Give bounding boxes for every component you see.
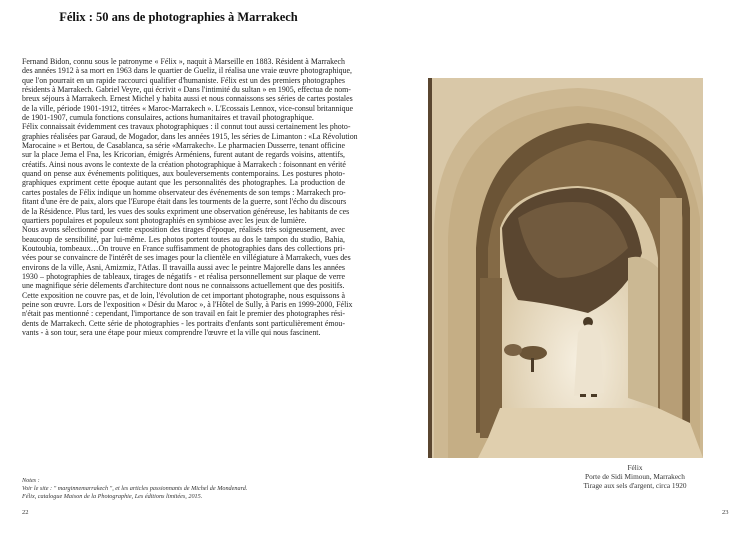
text-line: Marocaine » et Bertou, de Casablanca, sa série «Marrakech». Le pharmacien Dusserre, tenant officine [22, 141, 345, 151]
page-number-left: 22 [22, 509, 29, 516]
text-line: 1930 – photographies de tableaux, tirages de négatifs - et réalisa personnellement sur plaque de verre [22, 271, 345, 281]
text-line: de la ville, période 1901-1912, titrées « Maroc-Marrakech ». L'Ecossais Lennox, vice-consul britannique [22, 103, 353, 113]
page-title: Félix : 50 ans de photographies à Marrakech [59, 10, 298, 24]
text-line: des années 1912 à sa mort en 1963 dans le quartier de Gueliz, il réalisa une vraie œuvre photographique, [22, 66, 352, 76]
text-line: de la Résidence. Plus tard, les vues des souks expriment une observation généreuse, les habitants de ces [22, 206, 350, 216]
paragraph [22, 57, 353, 123]
article-body [22, 57, 358, 337]
text-line: fitant d'une ère de paix, alors que l'Europe était dans les tourments de la guerre, sont l'écho du discours [22, 197, 347, 207]
text-line: graphiques expriment cette époque autant que les personnalités des photographes. La production de [22, 178, 345, 188]
text-line: quand on pense aux événements politiques, aux bouleversements contemporains. Les postures photo- [22, 169, 345, 179]
paragraph [22, 225, 351, 291]
notes [22, 477, 247, 501]
text-line: résidents à Marrakech. Gabriel Veyre, qui écrivit « Dans l'intimité du sultan » en 1905, effectua de nom- [22, 85, 351, 95]
text-line: environs de la ville, Asni, Amizmiz, l'Atlas. Il travailla aussi avec le peintre Majorelle dans les années [22, 262, 345, 272]
text-line: peine son œuvre. Lors de l'exposition « Désir du Maroc », à l'Hôtel de Sully, à Paris en 1999-2000, Félix [22, 299, 353, 309]
paragraph [22, 290, 353, 338]
notes-heading: Notes : [22, 477, 40, 484]
text-line: dents de Marrakech. Cette série de photographies - les portraits d'enfants sont particulièrement émou- [22, 318, 345, 328]
text-line: breux séjours à Marrakech. Ernest Michel y habita aussi et nous connaissons ses séries de cartes postales [22, 94, 353, 104]
text-line: n'était pas mentionné : cependant, l'importance de son travail en fait le premier des photographes rési- [22, 309, 345, 319]
text-line: de 1901-1907, cumula fonctions consulaires, actions humanitaires et travail photographique. [22, 113, 314, 123]
notes-line: Voir le site : " marginnemarrakech ", et les articles passionnants de Michel de Mondenard. [22, 485, 248, 492]
caption-technique: Tirage aux sels d'argent, circa 1920 [583, 481, 687, 490]
text-line: cartes postales de Félix indique un homme observateur des événements de son temps : Marrakech pro- [22, 187, 346, 197]
paragraph [22, 122, 358, 225]
text-line: graphies réalisées par Garaud, de Mogador, dans les années 1915, les séries de Limanton : «La Révolution [22, 131, 358, 141]
text-line: une magnifique série délements d'architecture dont nous ne connaissons actuellement que des positifs. [22, 281, 345, 291]
page-number-right: 23 [722, 509, 729, 516]
photo-caption [540, 463, 730, 490]
text-line: Koutoubia, tombeaux…On trouve en France suffisamment de photographies dans des collections pri- [22, 243, 345, 253]
text-line: quartiers populaires et populeux sont photographiés en symbiose avec les jeux de lumière. [22, 215, 307, 225]
caption-title: Porte de Sidi Mimoun, Marrakech [585, 472, 685, 481]
text-line: sur la place Jema el Fna, les Kricorian, émigrés Arméniens, furent autant de regards voisins, attentifs, [22, 150, 345, 160]
text-line: créatifs. Ainsi nous avons le contexte de la création photographique à Marrakech : foisonnant en vérité [22, 159, 346, 169]
text-line: que l'on pourrait en un rapide raccourci qualifier d'humaniste. Félix est un des premiers photographes [22, 75, 345, 85]
text-line: Cette exposition ne couvre pas, et de loin, l'évolution de cet important photographe, nous esquissons à [22, 290, 345, 300]
caption-author: Félix [627, 463, 643, 472]
text-line: Fernand Bidon, connu sous le patronyme « Félix », naquit à Marseille en 1883. Résident à Marrakech [22, 57, 345, 66]
text-line: vées pour se convaincre de l'intérêt de ses images pour la clientèle en villégiature à Marrakech, vues des [22, 253, 351, 263]
photograph-sidi-mimoun-gate [428, 78, 703, 458]
text-line: Nous avons sélectionné pour cette exposition des tirages d'époque, réalisés très soigneusement, avec [22, 225, 345, 235]
text-line: beaucoup de sensibilité, par lui-même. Les photos portent toutes au dos le tampon du studio, Bahia, [22, 234, 345, 244]
notes-line: Félix, catalogue Maison de la Photographie, Les éditions limitées, 2015. [22, 493, 203, 500]
text-line: Félix connaissait évidemment ces travaux photographiques : il connut tout aussi certainement les photo- [22, 122, 351, 132]
text-line: vants - à son tour, sera une étape pour mieux comprendre l'œuvre et la ville qui nous fascinent. [22, 327, 321, 337]
